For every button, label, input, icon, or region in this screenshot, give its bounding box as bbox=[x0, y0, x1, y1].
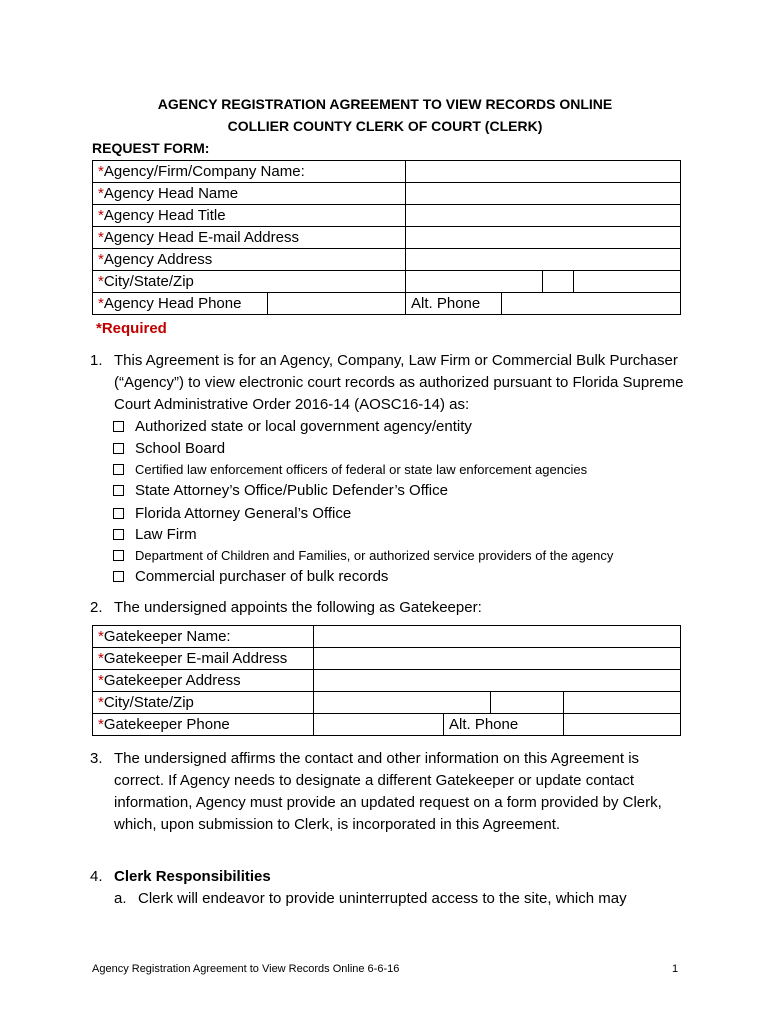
agency-city-row bbox=[93, 271, 681, 293]
option-law-firm[interactable] bbox=[113, 526, 197, 543]
option-label: Certified law enforcement officers of federal or state law enforcement agencies bbox=[135, 462, 588, 477]
footer-page-number: 1 bbox=[672, 963, 679, 975]
option-attorney-general[interactable] bbox=[113, 505, 351, 522]
option-label: Florida Attorney General’s Office bbox=[135, 505, 352, 522]
document-title: AGENCY REGISTRATION AGREEMENT TO VIEW RECORDS ONLINE bbox=[157, 96, 613, 112]
agency-head-name-input[interactable] bbox=[406, 183, 681, 205]
gatekeeper-name-label: *Gatekeeper Name: bbox=[93, 626, 314, 648]
gatekeeper-name-row bbox=[93, 626, 681, 648]
item-4-number: 4. bbox=[90, 868, 103, 885]
gatekeeper-email-label: *Gatekeeper E-mail Address bbox=[93, 648, 314, 670]
gatekeeper-address-input[interactable] bbox=[314, 670, 681, 692]
agency-head-email-input[interactable] bbox=[406, 227, 681, 249]
document-subtitle: COLLIER COUNTY CLERK OF COURT (CLERK) bbox=[227, 118, 543, 134]
agency-name-row bbox=[93, 161, 681, 183]
option-law-enforcement[interactable] bbox=[113, 462, 587, 477]
agency-alt-phone-input[interactable] bbox=[502, 293, 681, 315]
agency-phone-row bbox=[93, 293, 681, 315]
agency-head-email-row bbox=[93, 227, 681, 249]
gatekeeper-email-input[interactable] bbox=[314, 648, 681, 670]
checkbox-icon[interactable] bbox=[113, 571, 124, 582]
option-label: Department of Children and Families, or authorized service providers of the agency bbox=[135, 548, 614, 563]
agency-city-state-zip-label: *City/State/Zip bbox=[93, 271, 406, 293]
item-4-heading: Clerk Responsibilities bbox=[114, 868, 271, 885]
agency-head-title-row bbox=[93, 205, 681, 227]
agency-head-name-row bbox=[93, 183, 681, 205]
option-label: State Attorney’s Office/Public Defender’s Office bbox=[135, 482, 448, 499]
option-label: Authorized state or local government agency/entity bbox=[135, 418, 472, 435]
gatekeeper-city-state-zip-label: *City/State/Zip bbox=[93, 692, 314, 714]
option-school-board[interactable] bbox=[113, 440, 225, 457]
gatekeeper-name-input[interactable] bbox=[314, 626, 681, 648]
option-dcf[interactable] bbox=[113, 548, 613, 563]
gatekeeper-zip-input[interactable] bbox=[564, 692, 681, 714]
agency-address-label: *Agency Address bbox=[93, 249, 406, 271]
checkbox-icon[interactable] bbox=[113, 443, 124, 454]
item-3-text: The undersigned affirms the contact and other information on this Agreement is correct. If Agency needs to designate a different Gatekeeper or update contact information, Agency must provide an updated request on a form provided by Clerk, which, upon submission to Clerk, is incorporated in this Agreement. bbox=[114, 750, 662, 833]
gatekeeper-phone-label: *Gatekeeper Phone bbox=[93, 714, 314, 736]
checkbox-icon[interactable] bbox=[113, 529, 124, 540]
checkbox-icon[interactable] bbox=[113, 508, 124, 519]
agency-zip-input[interactable] bbox=[574, 271, 681, 293]
gatekeeper-state-input[interactable] bbox=[491, 692, 564, 714]
checkbox-icon[interactable] bbox=[113, 421, 124, 432]
gatekeeper-phone-row bbox=[93, 714, 681, 736]
agency-head-title-label: *Agency Head Title bbox=[93, 205, 406, 227]
gatekeeper-city-input[interactable] bbox=[314, 692, 491, 714]
gatekeeper-address-row bbox=[93, 670, 681, 692]
item-1-number: 1. bbox=[90, 352, 103, 369]
agency-head-phone-input[interactable] bbox=[268, 293, 406, 315]
item-2-number: 2. bbox=[90, 599, 103, 616]
agency-head-phone-label: *Agency Head Phone bbox=[93, 293, 268, 315]
item-3-number: 3. bbox=[90, 750, 103, 767]
checkbox-icon[interactable] bbox=[113, 464, 124, 475]
item-4a-letter: a. bbox=[114, 890, 127, 907]
agency-alt-phone-label: Alt. Phone bbox=[406, 293, 502, 315]
agency-city-input[interactable] bbox=[406, 271, 543, 293]
gatekeeper-phone-input[interactable] bbox=[314, 714, 444, 736]
required-note: *Required bbox=[96, 320, 167, 337]
agency-name-label: *Agency/Firm/Company Name: bbox=[93, 161, 406, 183]
gatekeeper-form-table bbox=[92, 625, 681, 736]
agency-head-title-input[interactable] bbox=[406, 205, 681, 227]
item-1-text: This Agreement is for an Agency, Company, Law Firm or Commercial Bulk Purchaser (“Agency”) to view electronic court records as authorized pursuant to Florida Supreme Court Administrative Order 2016-14 (AOSC16-14) as: bbox=[114, 352, 684, 413]
option-government-agency[interactable] bbox=[113, 418, 472, 435]
option-state-attorney[interactable] bbox=[113, 482, 448, 499]
footer-document-name: Agency Registration Agreement to View Records Online 6-6-16 bbox=[92, 963, 400, 975]
agency-head-name-label: *Agency Head Name bbox=[93, 183, 406, 205]
option-bulk-purchaser[interactable] bbox=[113, 568, 388, 585]
agency-address-row bbox=[93, 249, 681, 271]
item-4a-text: Clerk will endeavor to provide uninterrupted access to the site, which may bbox=[138, 890, 627, 907]
gatekeeper-city-row bbox=[93, 692, 681, 714]
gatekeeper-address-label: *Gatekeeper Address bbox=[93, 670, 314, 692]
request-form-label: REQUEST FORM: bbox=[92, 140, 210, 156]
gatekeeper-alt-phone-label: Alt. Phone bbox=[444, 714, 564, 736]
option-label: Commercial purchaser of bulk records bbox=[135, 568, 389, 585]
agency-name-input[interactable] bbox=[406, 161, 681, 183]
gatekeeper-alt-phone-input[interactable] bbox=[564, 714, 681, 736]
item-2-text: The undersigned appoints the following as Gatekeeper: bbox=[114, 599, 482, 616]
checkbox-icon[interactable] bbox=[113, 485, 124, 496]
agency-form-table bbox=[92, 160, 681, 315]
agency-head-email-label: *Agency Head E-mail Address bbox=[93, 227, 406, 249]
gatekeeper-email-row bbox=[93, 648, 681, 670]
agency-address-input[interactable] bbox=[406, 249, 681, 271]
option-label: Law Firm bbox=[135, 526, 197, 543]
checkbox-icon[interactable] bbox=[113, 550, 124, 561]
agency-state-input[interactable] bbox=[543, 271, 574, 293]
option-label: School Board bbox=[135, 440, 226, 457]
